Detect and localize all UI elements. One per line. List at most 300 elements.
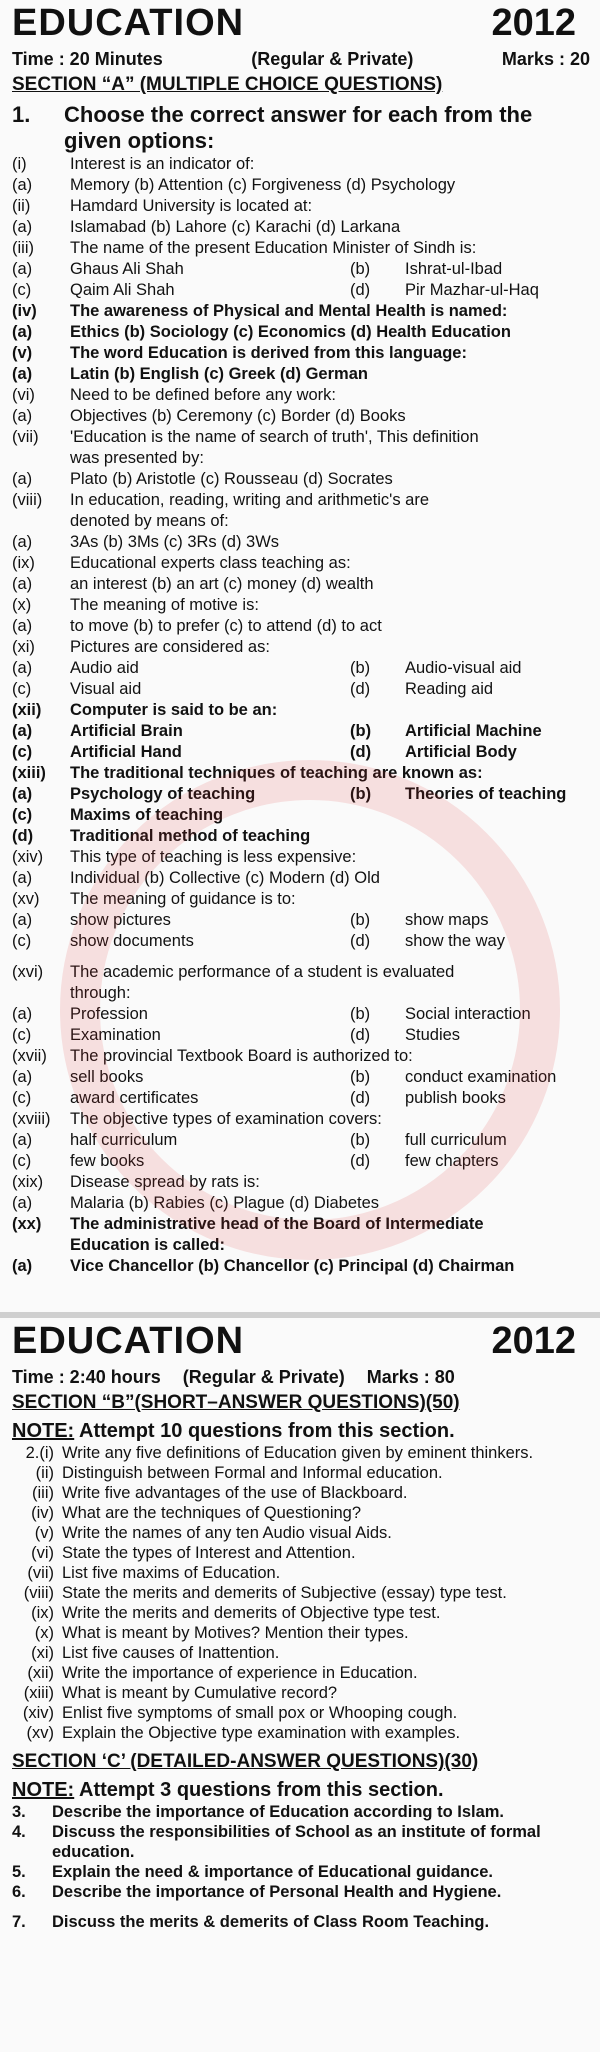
question-text: What is meant by Motives? Mention their types. [62, 1624, 409, 1642]
question-text: What is meant by Cumulative record? [62, 1684, 338, 1702]
mcq-question [12, 763, 590, 784]
option-label: (b) [350, 1005, 371, 1023]
question-number: (ii) [35, 1464, 54, 1482]
mcq-item [12, 889, 590, 952]
question-text: State the merits and demerits of Subjective (essay) type test. [62, 1584, 507, 1602]
option-text: sell books [70, 1068, 144, 1086]
item-label [12, 1235, 70, 1256]
item-label: (viii) [12, 491, 43, 509]
item-label: (a) [12, 470, 33, 488]
mcq-question [12, 637, 590, 658]
option-text: show pictures [70, 911, 171, 929]
option-label: (b) [350, 260, 371, 278]
item-label: (a) [12, 533, 33, 551]
option-label: (c) [12, 281, 32, 299]
short-question [12, 1583, 590, 1603]
question-text: Write any five definitions of Education given by eminent thinkers. [62, 1444, 534, 1462]
option-text: show documents [70, 932, 194, 950]
mcq-item [12, 847, 590, 889]
mcq-question-cont [12, 511, 590, 532]
option-label: (c) [12, 932, 32, 950]
mcq-item [12, 427, 590, 490]
mcq-options-cd [12, 679, 590, 700]
item-text: Interest is an indicator of: [70, 155, 255, 173]
option-text: few chapters [405, 1152, 499, 1170]
question-instruction: Choose the correct answer for each from the given options: [64, 102, 533, 153]
question-text: Describe the importance of Education according to Islam. [52, 1803, 505, 1821]
mcq-options-cd [12, 931, 590, 952]
mcq-item [12, 595, 590, 637]
question-number: (xiii) [23, 1684, 54, 1702]
item-label: (v) [12, 344, 33, 362]
mcq-options [12, 469, 590, 490]
note-text: Attempt 3 questions from this section. [79, 1779, 444, 1801]
mcq-question [12, 553, 590, 574]
mcq-question [12, 700, 590, 721]
option-text: show maps [405, 911, 489, 929]
question-number: 4. [12, 1823, 26, 1841]
mcq-options-ab [12, 259, 590, 280]
mcq-options [12, 1193, 590, 1214]
question-number: (iv) [31, 1504, 54, 1522]
item-label [12, 448, 70, 469]
mcq-item [12, 1109, 590, 1172]
option-text: Visual aid [70, 680, 142, 698]
question-text: Discuss the merits & demerits of Class Room Teaching. [52, 1913, 490, 1931]
mcq-question [12, 1109, 590, 1130]
item-label: (a) [12, 1257, 33, 1275]
question-text: Write the importance of experience in Education. [62, 1664, 418, 1682]
item-label [12, 511, 70, 532]
mcq-options [12, 175, 590, 196]
item-label: (xvii) [12, 1047, 47, 1065]
question-number: 7. [12, 1913, 26, 1931]
question-number: 5. [12, 1863, 26, 1881]
item-text: Islamabad (b) Lahore (c) Karachi (d) Larkana [70, 218, 401, 236]
question-text: Write five advantages of the use of Blackboard. [62, 1484, 408, 1502]
exam-meta [12, 1367, 590, 1388]
item-text: The administrative head of the Board of Intermediate [70, 1215, 484, 1233]
item-label: (iv) [12, 302, 37, 320]
mcq-item [12, 1046, 590, 1109]
item-label: (xviii) [12, 1110, 51, 1128]
long-question [12, 1822, 590, 1862]
question-number: (ix) [31, 1604, 54, 1622]
mcq-question [12, 1172, 590, 1193]
option-label: (c) [12, 1026, 32, 1044]
item-label: (a) [12, 323, 33, 341]
question-text: Explain the Objective type examination with examples. [62, 1724, 461, 1742]
mcq-options-cd [12, 280, 590, 301]
short-question [12, 1443, 590, 1463]
item-label: (x) [12, 596, 32, 614]
item-text: Objectives (b) Ceremony (c) Border (d) Books [70, 407, 406, 425]
exam-meta [12, 49, 590, 70]
option-label: (a) [12, 1005, 33, 1023]
option-label: (b) [350, 722, 372, 740]
question-number: (vii) [27, 1564, 54, 1582]
item-text: Hamdard University is located at: [70, 197, 313, 215]
mcq-question [12, 595, 590, 616]
mcq-question [12, 1214, 590, 1235]
option-text: Reading aid [405, 680, 494, 698]
item-label: (a) [12, 365, 33, 383]
question-number: (xv) [26, 1724, 54, 1742]
item-label: (xvi) [12, 963, 44, 981]
item-text: The awareness of Physical and Mental Health is named: [70, 302, 508, 320]
question-text: What are the techniques of Questioning? [62, 1504, 362, 1522]
option-text: Theories of teaching [405, 785, 567, 803]
mcq-options-ab [12, 658, 590, 679]
question-number: (xi) [31, 1644, 54, 1662]
option-label: (d) [350, 1152, 371, 1170]
mcq-options [12, 364, 590, 385]
mcq-options [12, 574, 590, 595]
option-text: Ishrat-ul-Ibad [405, 260, 503, 278]
option-text: award certificates [70, 1089, 199, 1107]
option-label: (d) [350, 281, 371, 299]
exam-mode: (Regular & Private) [182, 1367, 345, 1387]
option-label: (b) [350, 1068, 371, 1086]
mcq-item [12, 238, 590, 301]
item-text: Individual (b) Collective (c) Modern (d) Old [70, 869, 380, 887]
option-text: show the way [405, 932, 505, 950]
subject-title: EDUCATION [12, 1320, 245, 1362]
item-label: (xi) [12, 638, 35, 656]
item-text: Vice Chancellor (b) Chancellor (c) Principal (d) Chairman [70, 1257, 515, 1275]
mcq-options [12, 868, 590, 889]
mcq-item [12, 553, 590, 595]
option-label: (d) [350, 680, 371, 698]
option-text: Audio-visual aid [405, 659, 522, 677]
mcq-options [12, 217, 590, 238]
mcq-options-cd [12, 742, 590, 763]
item-label: (xiv) [12, 848, 44, 866]
item-label: (i) [12, 155, 27, 173]
question-number: (v) [34, 1524, 54, 1542]
item-text: an interest (b) an art (c) money (d) wealth [70, 575, 374, 593]
mcq-item [12, 490, 590, 553]
question-number: (iii) [32, 1484, 54, 1502]
item-label: (xii) [12, 701, 42, 719]
paper-section-b-c [0, 1318, 600, 2052]
option-text: Social interaction [405, 1005, 531, 1023]
short-question-list [12, 1443, 590, 1743]
option-text: Artificial Machine [405, 722, 542, 740]
mcq-question [12, 385, 590, 406]
item-label: (xix) [12, 1173, 44, 1191]
question-number: 3. [12, 1803, 26, 1821]
short-question [12, 1463, 590, 1483]
question-text: Write the merits and demerits of Objective type test. [62, 1604, 441, 1622]
mcq-options-cd [12, 1151, 590, 1172]
option-label: (b) [350, 911, 371, 929]
option-text: Audio aid [70, 659, 139, 677]
long-question [12, 1912, 590, 1932]
mcq-question [12, 889, 590, 910]
item-label: (a) [12, 176, 33, 194]
item-label: (d) [12, 827, 34, 845]
exam-year: 2012 [491, 1320, 576, 1362]
item-label: (vi) [12, 386, 35, 404]
item-label: (xv) [12, 890, 40, 908]
short-question [12, 1503, 590, 1523]
mcq-options [12, 322, 590, 343]
mcq-question [12, 847, 590, 868]
mcq-question [12, 490, 590, 511]
mcq-item [12, 1172, 590, 1214]
section-b-title: SECTION “B”(SHORT–ANSWER QUESTIONS)(50) [12, 1392, 460, 1413]
item-text: through: [70, 984, 131, 1002]
item-text: The meaning of guidance is to: [70, 890, 296, 908]
mcq-item [12, 637, 590, 700]
option-text: few books [70, 1152, 145, 1170]
item-label: (a) [12, 407, 33, 425]
option-label: (a) [12, 659, 33, 677]
question-text: Enlist five symptoms of small pox or Whooping cough. [62, 1704, 458, 1722]
option-label: (a) [12, 722, 33, 740]
item-text: The provincial Textbook Board is authorized to: [70, 1047, 413, 1065]
mcq-options-cd [12, 1088, 590, 1109]
item-text: This type of teaching is less expensive: [70, 848, 357, 866]
item-label [12, 983, 70, 1004]
mcq-question [12, 301, 590, 322]
mcq-options-ab [12, 1130, 590, 1151]
question-1-heading [12, 102, 590, 154]
option-label: (d) [350, 1026, 371, 1044]
short-question [12, 1563, 590, 1583]
option-text: full curriculum [405, 1131, 507, 1149]
mcq-option-d [12, 826, 590, 847]
mcq-options-ab [12, 910, 590, 931]
mcq-options [12, 616, 590, 637]
option-label: (a) [12, 1131, 33, 1149]
question-text: Discuss the responsibilities of School as an institute of formal education. [52, 1823, 541, 1861]
item-label: (a) [12, 1194, 33, 1212]
option-label: (d) [350, 932, 371, 950]
exam-marks: Marks : 20 [501, 49, 590, 69]
mcq-question [12, 962, 590, 983]
mcq-question-cont [12, 983, 590, 1004]
item-text: Plato (b) Aristotle (c) Rousseau (d) Socrates [70, 470, 393, 488]
item-label: (c) [12, 806, 33, 824]
option-text: Artificial Brain [70, 722, 183, 740]
question-number: (viii) [23, 1584, 54, 1602]
option-text: publish books [405, 1089, 506, 1107]
option-text: Profession [70, 1005, 148, 1023]
long-question [12, 1802, 590, 1822]
option-text: Psychology of teaching [70, 785, 256, 803]
question-text: Explain the need & importance of Educational guidance. [52, 1863, 493, 1881]
option-text: half curriculum [70, 1131, 178, 1149]
short-question [12, 1483, 590, 1503]
exam-marks: Marks : 80 [366, 1367, 455, 1387]
option-text: Studies [405, 1026, 461, 1044]
mcq-question [12, 196, 590, 217]
question-number: (x) [34, 1624, 54, 1642]
subject-title: EDUCATION [12, 2, 245, 44]
mcq-question [12, 1046, 590, 1067]
option-text: Artificial Body [405, 743, 517, 761]
option-label: (c) [12, 743, 33, 761]
item-label: (ii) [12, 197, 31, 215]
page-gap [12, 952, 590, 962]
short-question [12, 1543, 590, 1563]
item-label: (a) [12, 869, 33, 887]
item-label: (a) [12, 575, 33, 593]
option-text: conduct examination [405, 1068, 557, 1086]
mcq-options [12, 406, 590, 427]
item-text: denoted by means of: [70, 512, 229, 530]
option-label: (a) [12, 785, 33, 803]
long-question [12, 1882, 590, 1902]
item-text: was presented by: [70, 449, 204, 467]
option-text: Qaim Ali Shah [70, 281, 175, 299]
short-question [12, 1523, 590, 1543]
item-label: (vii) [12, 428, 39, 446]
section-c-note [12, 1779, 590, 1802]
item-text: The name of the present Education Minister of Sindh is: [70, 239, 477, 257]
long-question [12, 1862, 590, 1882]
item-text: Maxims of teaching [70, 806, 224, 824]
question-text: List five causes of Inattention. [62, 1644, 280, 1662]
item-text: Disease spread by rats is: [70, 1173, 260, 1191]
mcq-item [12, 385, 590, 427]
mcq-item [12, 196, 590, 238]
mcq-question [12, 343, 590, 364]
item-text: The meaning of motive is: [70, 596, 259, 614]
option-text: Artificial Hand [70, 743, 182, 761]
item-text: In education, reading, writing and arithmetic's are [70, 491, 430, 509]
item-text: Educational experts class teaching as: [70, 554, 351, 572]
question-number: 2.(i) [25, 1444, 54, 1462]
short-question [12, 1603, 590, 1623]
mcq-options-ab [12, 784, 590, 805]
question-text: Distinguish between Formal and Informal education. [62, 1464, 443, 1482]
item-text: Latin (b) English (c) Greek (d) German [70, 365, 368, 383]
question-text: Write the names of any ten Audio visual Aids. [62, 1524, 392, 1542]
question-number: 1. [12, 102, 31, 127]
option-label: (b) [350, 659, 371, 677]
question-text: State the types of Interest and Attention. [62, 1544, 356, 1562]
item-label: (xx) [12, 1215, 42, 1233]
option-text: Pir Mazhar-ul-Haq [405, 281, 539, 299]
option-label: (b) [350, 785, 372, 803]
mcq-question [12, 154, 590, 175]
mcq-options-cd [12, 1025, 590, 1046]
mcq-item [12, 952, 590, 1046]
option-text: Ghaus Ali Shah [70, 260, 184, 278]
mcq-option-c [12, 805, 590, 826]
mcq-item [12, 154, 590, 196]
mcq-item [12, 343, 590, 385]
note-label: NOTE: [12, 1779, 75, 1801]
short-question [12, 1683, 590, 1703]
option-label: (b) [350, 1131, 371, 1149]
mcq-question [12, 427, 590, 448]
exam-time: Time : 2:40 hours [12, 1367, 161, 1387]
mcq-options [12, 1256, 590, 1277]
mcq-item [12, 1214, 590, 1277]
question-number: (xii) [27, 1664, 54, 1682]
mcq-list [12, 154, 590, 1277]
question-number: (xiv) [22, 1704, 54, 1722]
item-label: (xiii) [12, 764, 46, 782]
option-label: (a) [12, 260, 33, 278]
item-text: Traditional method of teaching [70, 827, 311, 845]
item-text: 'Education is the name of search of truth', This definition [70, 428, 479, 446]
question-text: Describe the importance of Personal Health and Hygiene. [52, 1883, 502, 1901]
exam-mode: (Regular & Private) [251, 49, 414, 69]
option-label: (d) [350, 743, 372, 761]
item-text: Education is called: [70, 1236, 225, 1254]
option-text: Examination [70, 1026, 161, 1044]
option-label: (c) [12, 680, 32, 698]
short-question [12, 1643, 590, 1663]
mcq-options-ab [12, 1004, 590, 1025]
item-text: to move (b) to prefer (c) to attend (d) to act [70, 617, 382, 635]
section-c-title: SECTION ‘C’ (DETAILED-ANSWER QUESTIONS)(30) [12, 1751, 479, 1772]
item-text: The traditional techniques of teaching are known as: [70, 764, 483, 782]
item-text: The academic performance of a student is evaluated [70, 963, 455, 981]
item-text: The word Education is derived from this language: [70, 344, 467, 362]
item-label: (a) [12, 617, 33, 635]
paper-header [12, 2, 590, 45]
item-text: Need to be defined before any work: [70, 386, 337, 404]
option-label: (c) [12, 1152, 32, 1170]
option-label: (a) [12, 911, 33, 929]
item-text: Computer is said to be an: [70, 701, 278, 719]
question-text: List five maxims of Education. [62, 1564, 281, 1582]
option-label: (c) [12, 1089, 32, 1107]
item-label: (iii) [12, 239, 34, 257]
mcq-options-ab [12, 1067, 590, 1088]
note-text: Attempt 10 questions from this section. [79, 1420, 455, 1442]
question-number: 6. [12, 1883, 26, 1901]
item-label: (a) [12, 218, 33, 236]
option-label: (a) [12, 1068, 33, 1086]
item-text: Malaria (b) Rabies (c) Plague (d) Diabetes [70, 1194, 380, 1212]
short-question [12, 1623, 590, 1643]
paper-header [12, 1320, 590, 1363]
short-question [12, 1723, 590, 1743]
item-text: Ethics (b) Sociology (c) Economics (d) Health Education [70, 323, 511, 341]
mcq-options [12, 532, 590, 553]
mcq-question [12, 238, 590, 259]
item-text: Memory (b) Attention (c) Forgiveness (d) Psychology [70, 176, 456, 194]
short-question [12, 1663, 590, 1683]
exam-year: 2012 [491, 2, 576, 44]
mcq-question-cont [12, 1235, 590, 1256]
mcq-item [12, 301, 590, 343]
item-text: The objective types of examination covers: [70, 1110, 382, 1128]
mcq-options-ab [12, 721, 590, 742]
mcq-item [12, 763, 590, 847]
item-text: Pictures are considered as: [70, 638, 270, 656]
short-question [12, 1703, 590, 1723]
option-label: (d) [350, 1089, 371, 1107]
mcq-question-cont [12, 448, 590, 469]
mcq-item [12, 700, 590, 763]
exam-time: Time : 20 Minutes [12, 49, 163, 69]
note-label: NOTE: [12, 1420, 75, 1442]
question-number: (vi) [31, 1544, 54, 1562]
item-label: (ix) [12, 554, 35, 572]
item-text: 3As (b) 3Ms (c) 3Rs (d) 3Ws [70, 533, 280, 551]
section-a-title: SECTION “A” (MULTIPLE CHOICE QUESTIONS) [12, 74, 443, 95]
section-b-note [12, 1420, 590, 1443]
long-question-list [12, 1802, 590, 1932]
